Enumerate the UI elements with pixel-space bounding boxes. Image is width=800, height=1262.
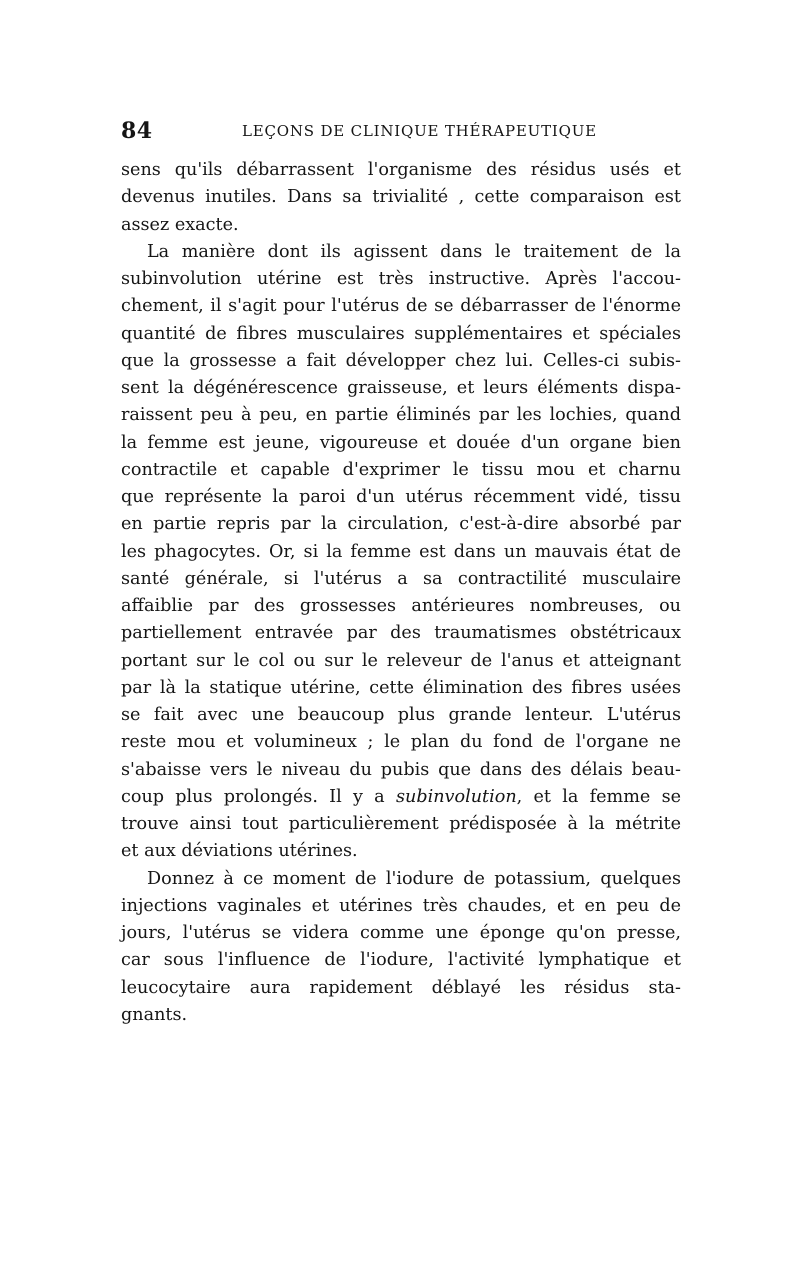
text-line: car sous l'influence de l'iodure, l'activité lymphatique et xyxy=(121,950,681,971)
text-line: les phagocytes. Or, si la femme est dans un mauvais état de xyxy=(121,541,681,562)
text-line-with-italic xyxy=(121,784,681,811)
text-line: leucocytaire aura rapidement déblayé les résidus sta- xyxy=(121,977,681,998)
text-line: gnants. xyxy=(121,1004,188,1025)
page-header xyxy=(121,118,681,148)
text-line: s'abaisse vers le niveau du pubis que dans des délais beau- xyxy=(121,759,681,780)
text-line: trouve ainsi tout particulièrement prédisposée à la métrite xyxy=(121,814,681,834)
text-line: chement, il s'agit pour l'utérus de se débarrasser de l'énorme xyxy=(121,296,681,317)
text-line: santé générale, si l'utérus a sa contractilité musculaire xyxy=(121,568,681,589)
text-line: se fait avec une beaucoup plus grande lenteur. L'utérus xyxy=(121,705,681,725)
text-line: et aux déviations utérines. xyxy=(121,841,358,862)
page-number: 84 xyxy=(121,118,153,144)
text-line: sens qu'ils débarrassent l'organisme des résidus usés et xyxy=(121,160,681,180)
text-line: reste mou et volumineux ; le plan du fond de l'organe ne xyxy=(121,732,681,753)
text-line: affaiblie par des grossesses antérieures nombreuses, ou xyxy=(121,596,681,616)
text-line: que représente la paroi d'un utérus récemment vidé, tissu xyxy=(121,487,681,507)
text-line: Donnez à ce moment de l'iodure de potassium, quelques xyxy=(147,868,681,889)
text-line: que la grossesse a fait développer chez lui. Celles-ci subis- xyxy=(121,350,681,371)
text-line: par là la statique utérine, cette élimination des fibres usées xyxy=(121,677,681,698)
running-head: LEÇONS DE CLINIQUE THÉRAPEUTIQUE xyxy=(242,122,597,140)
text-line: jours, l'utérus se videra comme une éponge qu'on presse, xyxy=(121,923,681,943)
text-line: contractile et capable d'exprimer le tissu mou et charnu xyxy=(121,459,681,480)
text-line: quantité de fibres musculaires supplémentaires et spéciales xyxy=(121,323,681,344)
text-line: injections vaginales et utérines très chaudes, et en peu de xyxy=(121,895,681,916)
italic-term: subinvolution xyxy=(395,786,517,807)
text-fragment: coup plus prolongés. Il y a xyxy=(121,786,385,807)
text-line: subinvolution utérine est très instructive. Après l'accou- xyxy=(121,269,681,289)
text-fragment: , et la femme se xyxy=(516,786,682,807)
text-line: la femme est jeune, vigoureuse et douée d'un organe bien xyxy=(121,432,681,453)
text-line: La manière dont ils agissent dans le traitement de la xyxy=(147,241,681,262)
text-line: sent la dégénérescence graisseuse, et leurs éléments dispa- xyxy=(121,378,681,398)
text-line: assez exacte. xyxy=(121,214,239,235)
text-line: devenus inutiles. Dans sa trivialité , cette comparaison est xyxy=(121,187,681,208)
body-text xyxy=(121,157,681,1029)
text-line: portant sur le col ou sur le releveur de l'anus et atteignant xyxy=(121,650,681,671)
text-line: en partie repris par la circulation, c'est-à-dire absorbé par xyxy=(121,514,681,535)
text-line: raissent peu à peu, en partie éliminés par les lochies, quand xyxy=(121,405,681,426)
text-line: partiellement entravée par des traumatismes obstétricaux xyxy=(121,623,681,644)
